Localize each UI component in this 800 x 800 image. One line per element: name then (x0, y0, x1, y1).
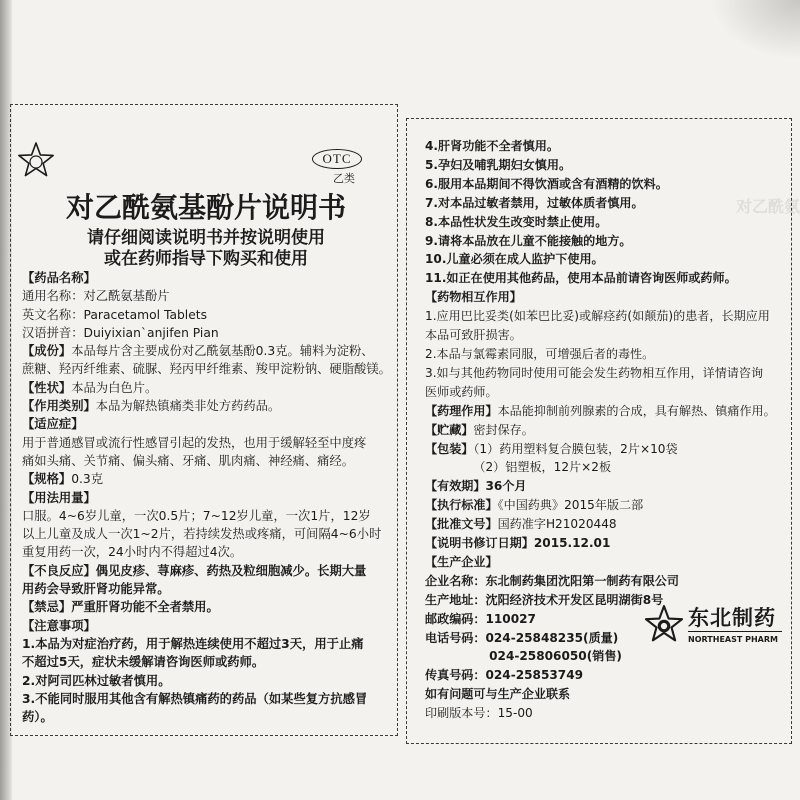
precaution-item: 6.服用本品期间不得饮酒或含有酒精的饮料。 (425, 176, 668, 191)
packaging-text: （1）药用塑料复合膜包装，2片×10袋 (473, 441, 678, 456)
ingredients-line-2: 蔗糖、羟丙纤维素、硫脲、羟丙甲纤维素、羧甲淀粉钠、硬脂酸镁。 (22, 362, 391, 377)
precaution-item: 10.儿童必须在成人监护下使用。 (425, 252, 604, 267)
approval-heading: 【批准文号】 (425, 517, 498, 532)
precaution-item: 9.请将本品放在儿童不能接触的地方。 (425, 233, 632, 248)
company-star-logo-icon (17, 142, 55, 180)
validity-line (425, 477, 787, 496)
storage-heading: 【贮藏】 (425, 422, 474, 437)
adverse-reactions-text: 偶见皮疹、荨麻疹、药热及粒细胞减少。长期大量 (95, 563, 367, 578)
dosage-heading: 【用法用量】 (22, 490, 96, 505)
contraindications-text: 严重肝肾功能不全者禁用。 (71, 600, 219, 615)
adverse-reactions-heading: 【不良反应】 (22, 563, 96, 578)
company-name: 企业名称：东北制药集团沈阳第一制药有限公司 (425, 573, 679, 588)
ingredients-text: 本品每片含主要成份对乙酰氨基酚0.3克。辅料为淀粉、 (71, 344, 374, 359)
indications-heading: 【适应症】 (22, 417, 84, 432)
storage-text: 密封保存。 (473, 422, 534, 437)
specification-line (22, 470, 394, 488)
leaflet-title: 对乙酰氨基酚片说明书 (65, 191, 346, 224)
specification-heading: 【规格】 (22, 472, 72, 487)
revision-date-line (425, 534, 787, 553)
notice-line-2: 或在药师指导下购买和使用 (104, 249, 308, 269)
precaution-item: 4.肝肾功能不全者慎用。 (425, 139, 559, 153)
approval-line (425, 515, 787, 534)
company-phone-sales: 024-25806050(销售) (489, 649, 622, 664)
precaution-item: 7.对本品过敏者禁用，过敏体质者慎用。 (425, 195, 644, 210)
generic-name: 通用名称：对乙酰氨基酚片 (22, 289, 170, 304)
print-version: 印刷版本号：15-00 (425, 706, 533, 721)
pinyin-name: 汉语拼音：Duiyixian`anjifen Pian (22, 325, 219, 340)
interaction-item: 3.如与其他药物同时使用可能会发生药物相互作用，详情请咨询 (425, 365, 764, 380)
precaution-item: 8.本品性状发生改变时禁止使用。 (425, 214, 608, 229)
precaution-item: 不超过5天，症状未缓解请咨询医师或药师。 (22, 655, 265, 670)
show-through-title: 对乙酰氨 (736, 197, 800, 216)
paper-corner-shadow (710, 0, 800, 60)
standard-text: 《中国药典》2015年版二部 (497, 498, 644, 513)
indications-line-1: 用于普通感冒或流行性感冒引起的发热，也用于缓解轻至中度疼 (22, 435, 367, 450)
company-address: 生产地址：沈阳经济技术开发区昆明湖街8号 (425, 592, 664, 607)
interaction-item: 2.本品与氯霉素同服，可增强后者的毒性。 (425, 346, 655, 361)
validity-text: 36个月 (485, 479, 527, 494)
left-column (22, 269, 394, 731)
contraindications-heading: 【禁忌】 (22, 600, 72, 615)
category-heading: 【作用类别】 (22, 399, 96, 414)
validity-heading: 【有效期】 (425, 479, 486, 494)
specification-text: 0.3克 (71, 472, 104, 487)
precaution-item: 药）。 (22, 710, 53, 725)
indications-line-2: 痛如头痛、关节痛、偏头痛、牙痛、肌肉痛、神经痛、痛经。 (22, 453, 355, 468)
manufacturer-heading: 【生产企业】 (425, 554, 498, 569)
contact-note: 如有问题可与生产企业联系 (425, 687, 571, 702)
otc-category-label: 乙类 (333, 172, 355, 185)
category-text: 本品为解热镇痛类非处方药药品。 (95, 399, 281, 414)
pharmacology-heading: 【药理作用】 (425, 403, 498, 418)
interaction-item: 医师或药师。 (425, 384, 498, 399)
adverse-reactions-line-1 (22, 562, 394, 580)
category-line (22, 397, 394, 415)
revision-date-heading: 【说明书修订日期】 (425, 536, 534, 551)
otc-badge: OTC (312, 149, 362, 169)
notice-line-1: 请仔细阅读说明书并按说明使用 (87, 228, 325, 248)
dosage-line-3: 重复用药一次，24小时内不得超过4次。 (22, 545, 243, 560)
precautions-heading: 【注意事项】 (22, 618, 96, 633)
ingredients-heading: 【成份】 (22, 344, 72, 359)
contraindications-line (22, 598, 394, 616)
precaution-item: 2.对阿司匹林过敏者慎用。 (22, 673, 171, 688)
company-postcode: 邮政编码：110027 (425, 611, 536, 626)
ingredients-line-1 (22, 342, 394, 360)
appearance-text: 本品为白色片。 (71, 380, 158, 395)
interactions-heading: 【药物相互作用】 (425, 290, 522, 305)
adverse-reactions-line-2: 用药会导致肝肾功能异常。 (22, 582, 170, 597)
standard-line (425, 496, 787, 515)
standard-heading: 【执行标准】 (425, 498, 498, 513)
precaution-item: 1.本品为对症治疗药，用于解热连续使用不超过3天，用于止痛 (22, 636, 364, 651)
precaution-item: 3.不能同时服用其他含有解热镇痛药的药品（如某些复方抗感冒 (22, 691, 368, 706)
appearance-line (22, 379, 394, 397)
company-phone-quality: 电话号码：024-25848235(质量) (425, 630, 619, 645)
packaging-line-1 (425, 440, 787, 459)
interaction-item: 本品可致肝损害。 (425, 328, 522, 343)
drug-name-heading: 【药品名称】 (22, 271, 96, 285)
company-fax: 传真号码：024-25853749 (425, 668, 584, 683)
appearance-heading: 【性状】 (22, 380, 72, 395)
pharmacology-text: 本品能抑制前列腺素的合成，具有解热、镇痛作用。 (497, 403, 776, 418)
packaging-heading: 【包装】 (425, 441, 474, 456)
english-name: 英文名称：Paracetamol Tablets (22, 307, 208, 322)
dosage-line-1: 口服。4~6岁儿童，一次0.5片；7~12岁儿童，一次1片，12岁 (22, 508, 371, 523)
storage-line (425, 421, 787, 440)
brand-name-chinese: 东北制药 (688, 605, 782, 632)
brand-name-english: NORTHEAST PHARM (688, 635, 778, 644)
northeast-pharm-logo (644, 603, 784, 651)
star-logo-icon (644, 605, 684, 645)
revision-date-text: 2015.12.01 (533, 536, 611, 551)
precaution-item: 5.孕妇及哺乳期妇女慎用。 (425, 157, 572, 172)
approval-number: 国药准字H21020448 (497, 517, 617, 532)
precaution-item: 11.如正在使用其他药品，使用本品前请咨询医师或药师。 (425, 271, 737, 286)
interaction-item: 1.应用巴比妥类(如苯巴比妥)或解痉药(如颠茄)的患者，长期应用 (425, 309, 770, 324)
pharmacology-line (425, 402, 787, 421)
packaging-line-2: （2）铝塑板，12片×2板 (473, 460, 612, 475)
dosage-line-2: 以上儿童及成人一次1~2片，若持续发热或疼痛，可间隔4~6小时 (22, 527, 382, 542)
